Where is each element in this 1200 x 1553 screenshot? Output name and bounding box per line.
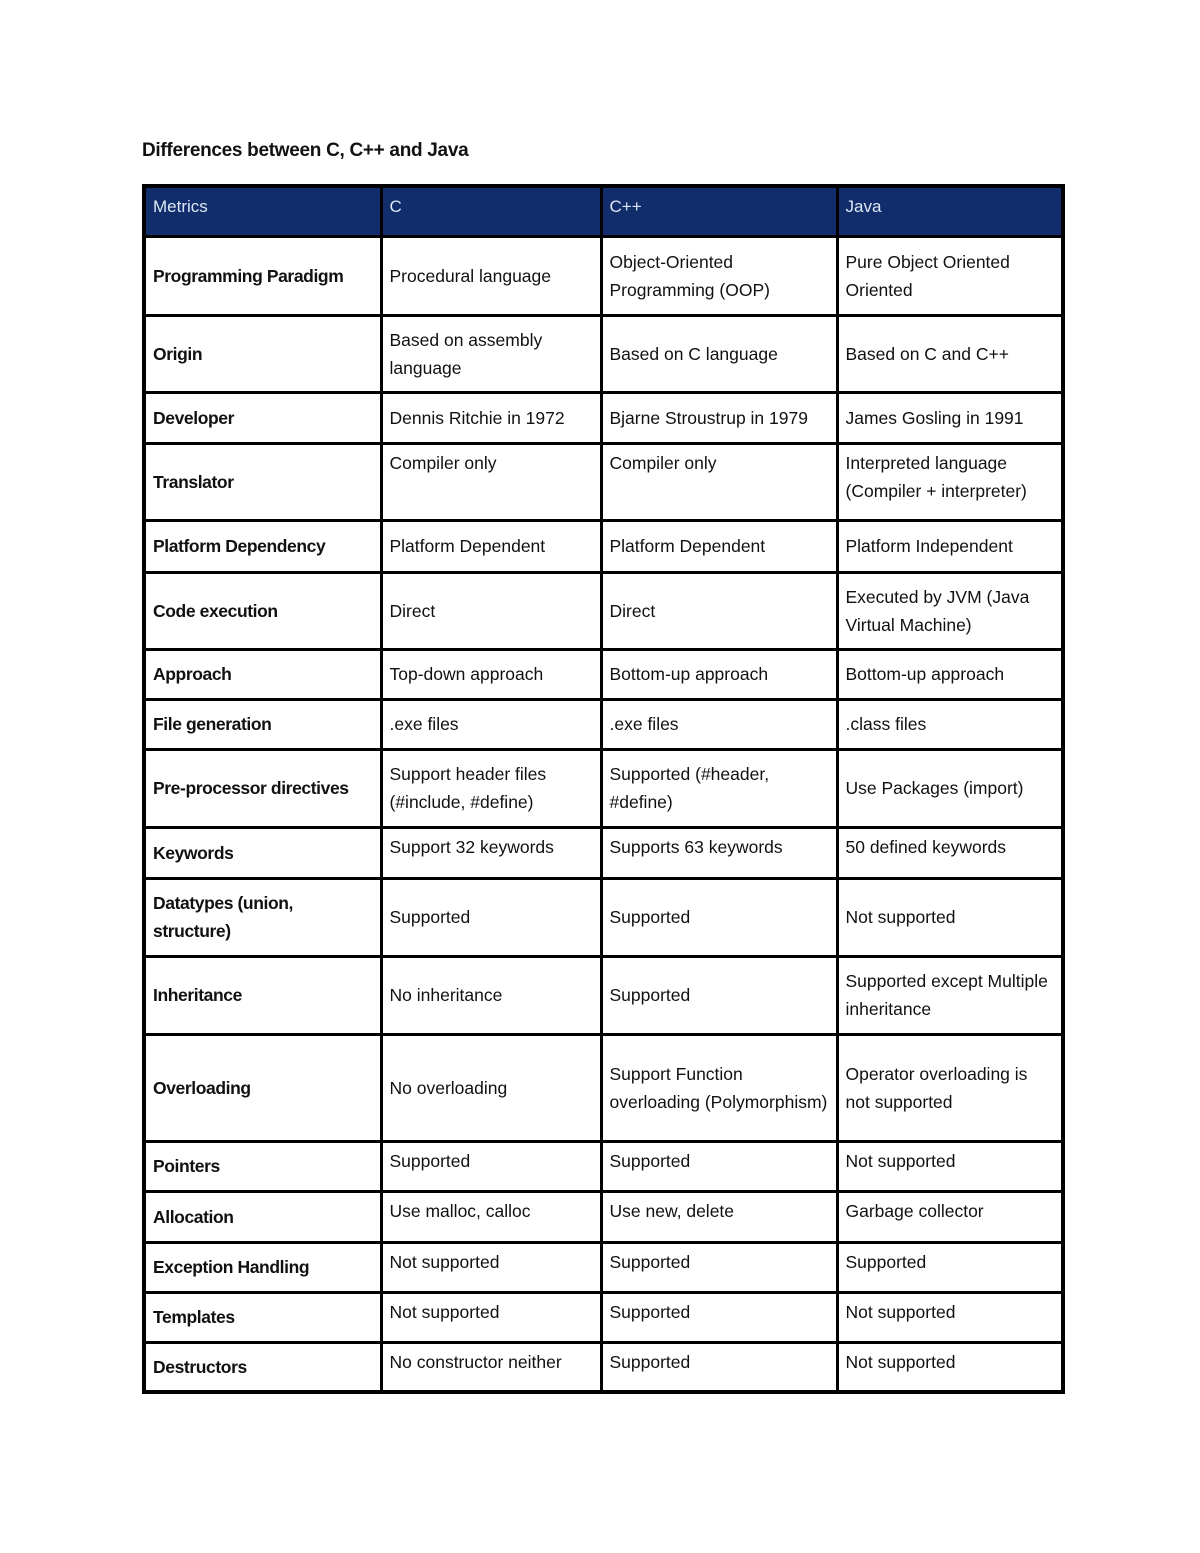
cell-cpp: Direct bbox=[601, 572, 837, 649]
cell-c: Supported bbox=[381, 878, 601, 956]
row-metric: Translator bbox=[144, 443, 381, 520]
cell-cpp: Bjarne Stroustrup in 1979 bbox=[601, 392, 837, 443]
cell-java: Use Packages (import) bbox=[837, 749, 1063, 827]
cell-java: Not supported bbox=[837, 878, 1063, 956]
table-row bbox=[144, 1191, 1063, 1242]
cell-cpp: Supported bbox=[601, 956, 837, 1034]
cell-c: Top-down approach bbox=[381, 649, 601, 699]
cell-cpp: Compiler only bbox=[601, 443, 837, 520]
row-metric: Datatypes (union, structure) bbox=[144, 878, 381, 956]
cell-cpp: Supported bbox=[601, 1242, 837, 1292]
cell-cpp: Supported bbox=[601, 1292, 837, 1342]
cell-cpp: Based on C language bbox=[601, 315, 837, 392]
cell-java: Garbage collector bbox=[837, 1191, 1063, 1242]
cell-c: Direct bbox=[381, 572, 601, 649]
column-header-cpp: C++ bbox=[601, 186, 837, 236]
cell-java: Bottom-up approach bbox=[837, 649, 1063, 699]
cell-c: No overloading bbox=[381, 1034, 601, 1141]
row-metric: Platform Dependency bbox=[144, 520, 381, 572]
table-header bbox=[144, 186, 1063, 236]
row-metric: Approach bbox=[144, 649, 381, 699]
table-row bbox=[144, 878, 1063, 956]
table-row bbox=[144, 749, 1063, 827]
table-row bbox=[144, 956, 1063, 1034]
cell-c: Not supported bbox=[381, 1292, 601, 1342]
row-metric: Pre-processor directives bbox=[144, 749, 381, 827]
table-row bbox=[144, 392, 1063, 443]
cell-cpp: .exe files bbox=[601, 699, 837, 749]
cell-c: Use malloc, calloc bbox=[381, 1191, 601, 1242]
cell-java: Based on C and C++ bbox=[837, 315, 1063, 392]
cell-cpp: Support Function overloading (Polymorphism) bbox=[601, 1034, 837, 1141]
cell-java: Pure Object Oriented Oriented bbox=[837, 236, 1063, 315]
cell-c: Compiler only bbox=[381, 443, 601, 520]
cell-c: Based on assembly language bbox=[381, 315, 601, 392]
row-metric: Inheritance bbox=[144, 956, 381, 1034]
cell-java: .class files bbox=[837, 699, 1063, 749]
cell-cpp: Supported bbox=[601, 1342, 837, 1392]
comparison-table bbox=[142, 184, 1065, 1394]
cell-c: Support 32 keywords bbox=[381, 827, 601, 878]
cell-java: Executed by JVM (Java Virtual Machine) bbox=[837, 572, 1063, 649]
cell-java: Platform Independent bbox=[837, 520, 1063, 572]
cell-c: Platform Dependent bbox=[381, 520, 601, 572]
table-row bbox=[144, 699, 1063, 749]
cell-c: Supported bbox=[381, 1141, 601, 1191]
table-row bbox=[144, 572, 1063, 649]
cell-java: Supported bbox=[837, 1242, 1063, 1292]
cell-java: Operator overloading is not supported bbox=[837, 1034, 1063, 1141]
row-metric: File generation bbox=[144, 699, 381, 749]
cell-c: Support header files (#include, #define) bbox=[381, 749, 601, 827]
table-row bbox=[144, 1342, 1063, 1392]
document-title: Differences between C, C++ and Java bbox=[142, 140, 469, 161]
row-metric: Keywords bbox=[144, 827, 381, 878]
cell-c: Not supported bbox=[381, 1242, 601, 1292]
cell-cpp: Platform Dependent bbox=[601, 520, 837, 572]
column-header-c: C bbox=[381, 186, 601, 236]
cell-c: Procedural language bbox=[381, 236, 601, 315]
row-metric: Programming Paradigm bbox=[144, 236, 381, 315]
row-metric: Overloading bbox=[144, 1034, 381, 1141]
column-header-metrics: Metrics bbox=[144, 186, 381, 236]
cell-cpp: Supported bbox=[601, 878, 837, 956]
row-metric: Origin bbox=[144, 315, 381, 392]
row-metric: Allocation bbox=[144, 1191, 381, 1242]
table-row bbox=[144, 1292, 1063, 1342]
cell-cpp: Use new, delete bbox=[601, 1191, 837, 1242]
table-row bbox=[144, 443, 1063, 520]
cell-java: Supported except Multiple inheritance bbox=[837, 956, 1063, 1034]
row-metric: Pointers bbox=[144, 1141, 381, 1191]
table-row bbox=[144, 649, 1063, 699]
table-row bbox=[144, 520, 1063, 572]
header-row bbox=[144, 186, 1063, 236]
cell-cpp: Supported bbox=[601, 1141, 837, 1191]
column-header-java: Java bbox=[837, 186, 1063, 236]
cell-java: Not supported bbox=[837, 1141, 1063, 1191]
table-row bbox=[144, 1242, 1063, 1292]
cell-c: .exe files bbox=[381, 699, 601, 749]
table-row bbox=[144, 236, 1063, 315]
cell-c: Dennis Ritchie in 1972 bbox=[381, 392, 601, 443]
cell-java: James Gosling in 1991 bbox=[837, 392, 1063, 443]
cell-c: No inheritance bbox=[381, 956, 601, 1034]
table-row bbox=[144, 315, 1063, 392]
cell-cpp: Supports 63 keywords bbox=[601, 827, 837, 878]
row-metric: Developer bbox=[144, 392, 381, 443]
cell-java: Interpreted language (Compiler + interpreter) bbox=[837, 443, 1063, 520]
row-metric: Templates bbox=[144, 1292, 381, 1342]
cell-cpp: Supported (#header, #define) bbox=[601, 749, 837, 827]
cell-cpp: Bottom-up approach bbox=[601, 649, 837, 699]
row-metric: Code execution bbox=[144, 572, 381, 649]
cell-java: Not supported bbox=[837, 1292, 1063, 1342]
table-row bbox=[144, 1141, 1063, 1191]
table-body bbox=[144, 236, 1063, 1392]
row-metric: Destructors bbox=[144, 1342, 381, 1392]
cell-c: No constructor neither bbox=[381, 1342, 601, 1392]
cell-cpp: Object-Oriented Programming (OOP) bbox=[601, 236, 837, 315]
cell-java: 50 defined keywords bbox=[837, 827, 1063, 878]
table-row bbox=[144, 827, 1063, 878]
row-metric: Exception Handling bbox=[144, 1242, 381, 1292]
table-row bbox=[144, 1034, 1063, 1141]
cell-java: Not supported bbox=[837, 1342, 1063, 1392]
